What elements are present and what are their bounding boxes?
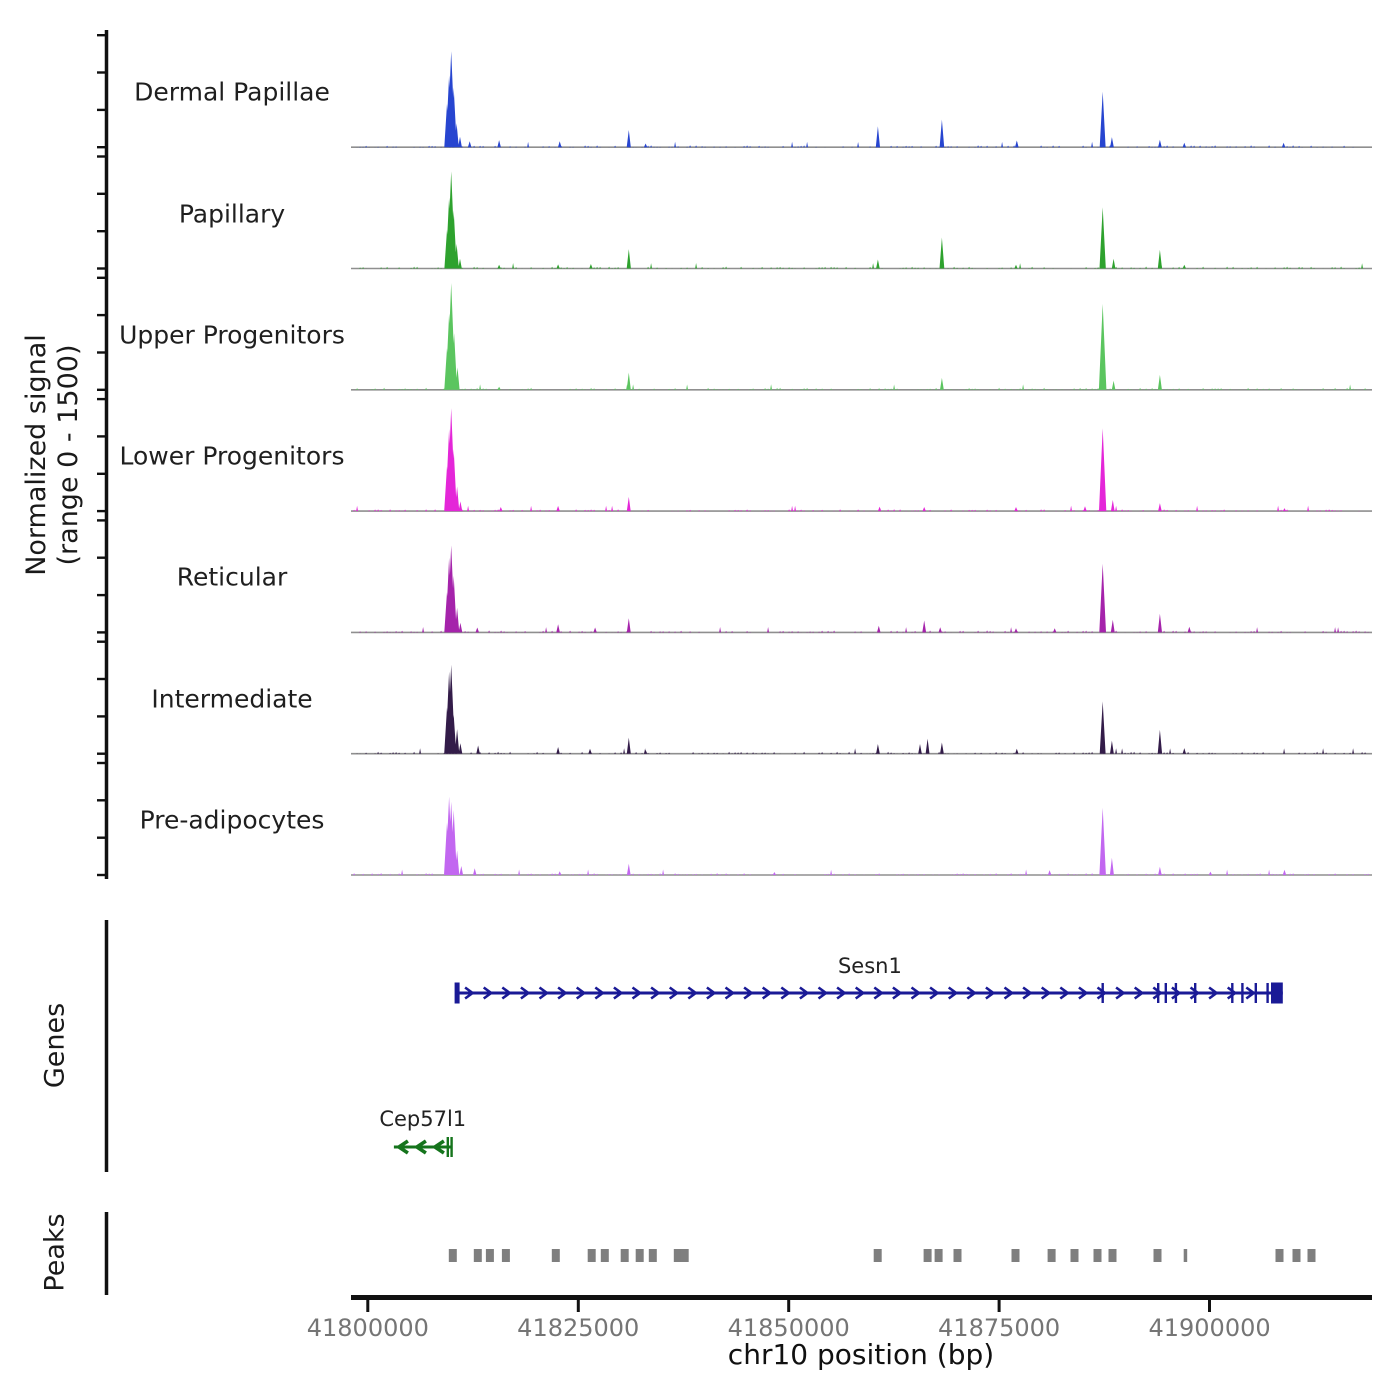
track-label-6: Pre-adipocytes [139,805,325,835]
y-axis-label-line1: Normalized signal [21,334,52,576]
track-signal [444,408,1286,511]
track-noise [353,870,1369,876]
peak-region [874,1249,882,1262]
track-signal [444,797,1286,875]
track-noise [353,142,1354,148]
peak-region [1154,1249,1162,1262]
y-axis-label-line2: (range 0 - 1500) [53,344,84,566]
gene-label-1: Cep57l1 [379,1107,467,1131]
x-axis-title: chr10 position (bp) [727,1338,995,1371]
peak-region [552,1249,560,1262]
peak-region [1012,1249,1020,1262]
peak-region [1308,1249,1316,1262]
track-noise [359,263,1363,269]
peak-region [674,1249,682,1262]
peak-region [1094,1249,1102,1262]
peak-region [954,1249,962,1262]
peak-region [502,1249,510,1262]
peak-region [924,1249,932,1262]
peak-region [1184,1249,1188,1262]
track-label-4: Reticular [176,562,288,592]
gene-label-0: Sesn1 [837,954,902,978]
track-noise [359,627,1369,632]
track-label-3: Lower Progenitors [119,441,345,471]
x-tick-label-0: 41800000 [306,1314,429,1342]
track-label-5: Intermediate [151,684,313,714]
peak-region [601,1249,609,1262]
track-signal [444,283,1162,390]
x-tick-label-2: 41850000 [727,1314,850,1342]
gene-end-block [1271,983,1283,1004]
genes-section-label: Genes [39,1002,71,1089]
track-label-0: Dermal Papillae [134,77,330,107]
peak-region [1276,1249,1284,1262]
track-signal [444,171,1186,268]
peak-region [449,1249,457,1262]
x-tick-label-1: 41825000 [517,1314,640,1342]
track-signal [444,665,1186,754]
peak-region [621,1249,629,1262]
track-noise [356,384,1366,390]
x-tick-label-4: 41900000 [1148,1314,1271,1342]
peak-region [1293,1249,1301,1262]
peak-region [935,1249,943,1262]
peak-region [1109,1249,1117,1262]
track-label-1: Papillary [178,199,286,228]
peak-region [1048,1249,1056,1262]
peaks-section-label: Peaks [39,1213,71,1292]
peak-region [588,1249,596,1262]
peak-region [486,1249,494,1262]
track-signal [444,51,1285,147]
peak-region [681,1249,689,1262]
peak-region [1071,1249,1079,1262]
peak-region [636,1249,644,1262]
x-tick-label-3: 41875000 [938,1314,1061,1342]
track-noise [356,748,1366,754]
peak-region [649,1249,657,1262]
track-signal [444,545,1191,632]
track-label-2: Upper Progenitors [119,320,345,350]
peak-region [474,1249,482,1262]
gene-start-block [455,983,460,1004]
track-noise [353,506,1360,512]
